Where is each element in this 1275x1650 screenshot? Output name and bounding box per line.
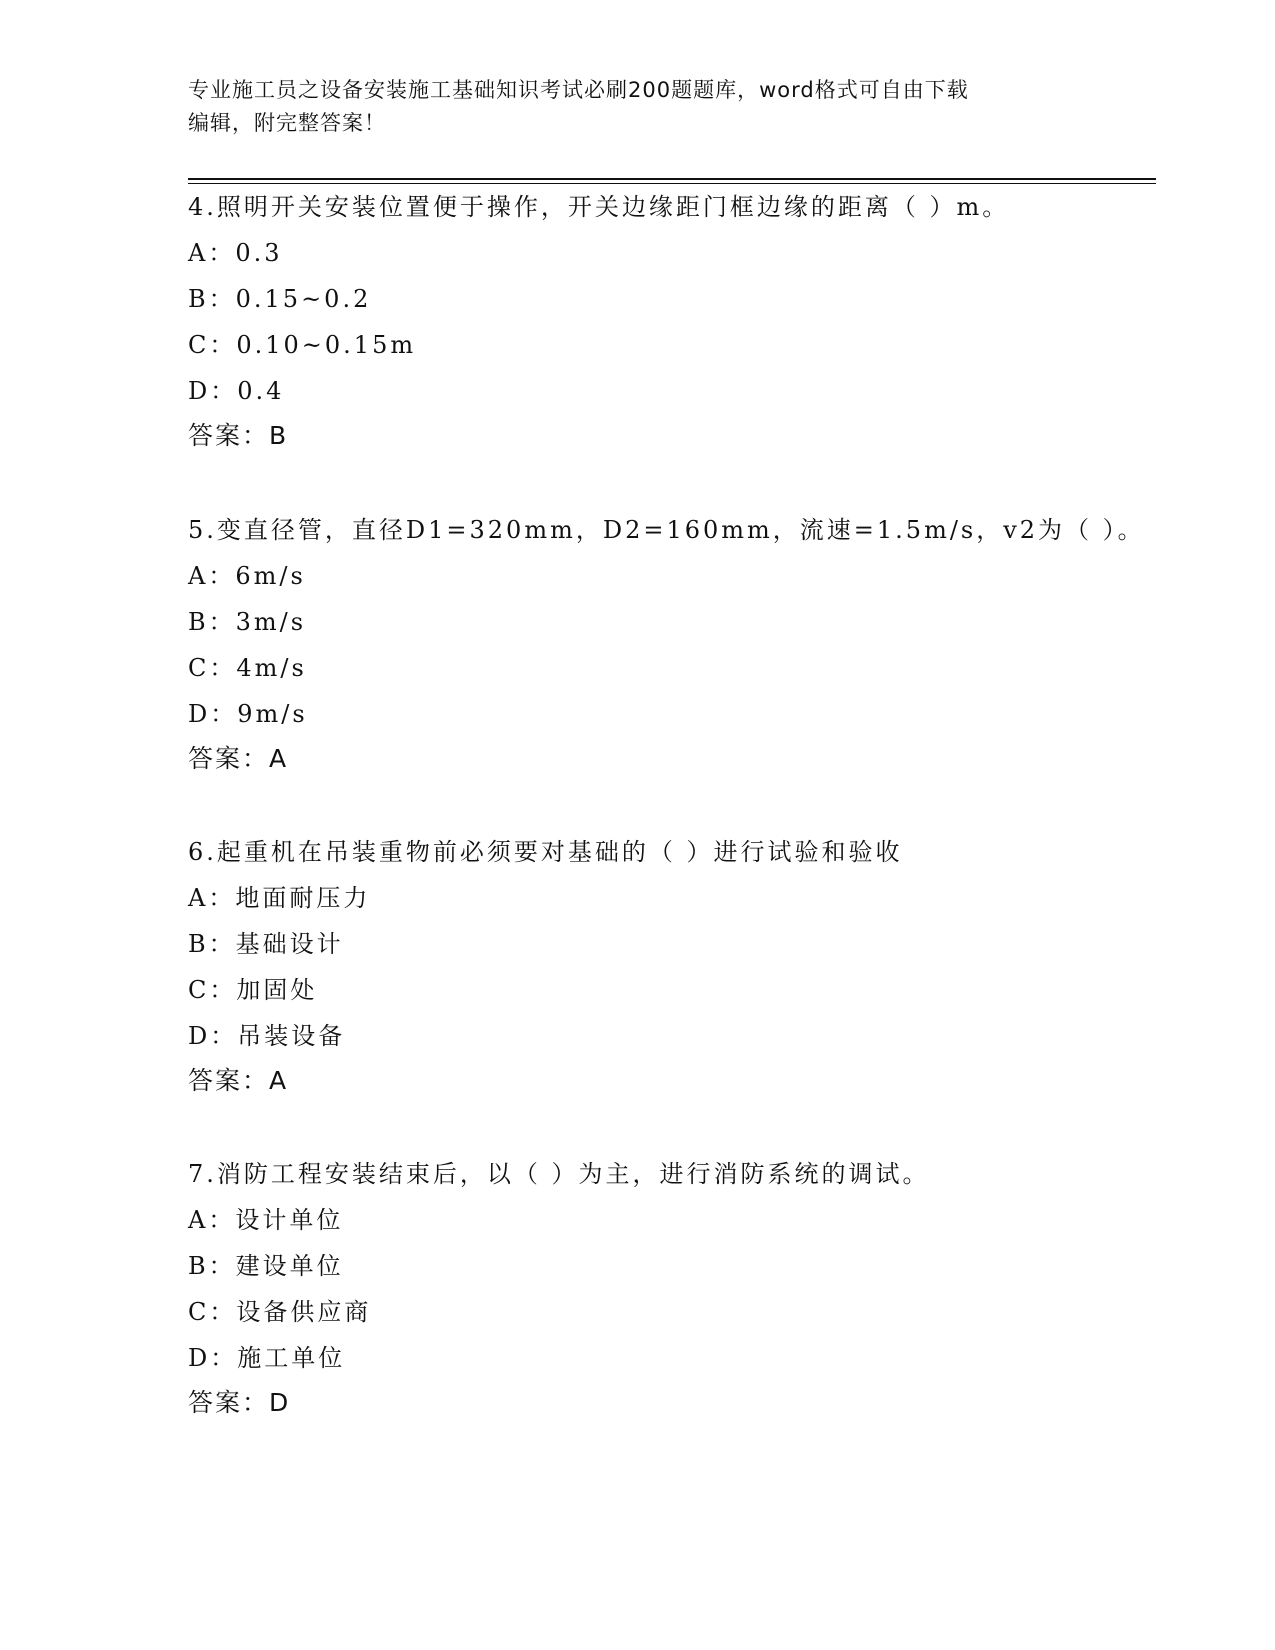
option-a: A：0.3 — [188, 239, 283, 267]
answer: 答案：B — [188, 421, 289, 450]
question-5 — [188, 507, 1156, 781]
option-c: C：设备供应商 — [188, 1298, 372, 1326]
option-d: D：施工单位 — [188, 1344, 346, 1372]
question-7 — [188, 1151, 1156, 1425]
option-b: B：3m/s — [188, 608, 307, 636]
answer: 答案：A — [188, 1066, 289, 1095]
option-a: A：地面耐压力 — [188, 884, 371, 912]
question-stem: 7.消防工程安装结束后，以（ ）为主，进行消防系统的调试。 — [188, 1160, 930, 1188]
option-b: B：基础设计 — [188, 930, 344, 958]
answer: 答案：D — [188, 1388, 291, 1417]
option-b: B：0.15~0.2 — [188, 285, 372, 313]
option-c: C：加固处 — [188, 976, 318, 1004]
answer: 答案：A — [188, 744, 289, 773]
header-line-1: 专业施工员之设备安装施工基础知识考试必刷200题题库，word格式可自由下载 — [188, 78, 969, 102]
option-d: D：吊装设备 — [188, 1022, 346, 1050]
question-stem: 5.变直径管，直径D1=320mm，D2=160mm，流速=1.5m/s，v2为（ ）。 — [188, 516, 1145, 544]
option-a: A：设计单位 — [188, 1206, 344, 1234]
question-stem: 4.照明开关安装位置便于操作，开关边缘距门框边缘的距离（ ）m。 — [188, 193, 1010, 221]
document-header — [188, 74, 1088, 140]
question-stem: 6.起重机在吊装重物前必须要对基础的（ ）进行试验和验收 — [188, 838, 903, 866]
header-line-2: 编辑，附完整答案！ — [188, 111, 386, 135]
question-6 — [188, 829, 1156, 1103]
option-a: A：6m/s — [188, 562, 306, 590]
question-4 — [188, 184, 1156, 458]
option-d: D：9m/s — [188, 700, 308, 728]
option-c: C：4m/s — [188, 654, 307, 682]
option-c: C：0.10~0.15m — [188, 331, 417, 359]
option-d: D：0.4 — [188, 377, 285, 405]
option-b: B：建设单位 — [188, 1252, 344, 1280]
